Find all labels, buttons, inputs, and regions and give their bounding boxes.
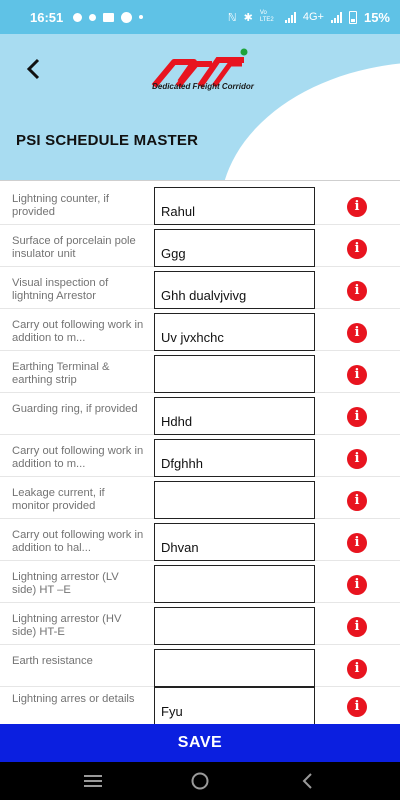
info-icon[interactable]: i [347,239,367,259]
info-icon[interactable]: i [347,533,367,553]
info-icon[interactable]: i [347,659,367,679]
field-label: Lightning arres or details [12,693,135,705]
field-label: Leakage current, if monitor provided [12,487,105,512]
field-input[interactable] [154,355,315,393]
field-label: Earth resistance [12,655,93,667]
save-button[interactable]: SAVE [0,724,400,762]
volte-label: Vo LTE2 [259,10,274,23]
gauge-icon [121,12,132,23]
field-label: Surface of porcelain pole insulator unit [12,235,136,260]
page-title: PSI SCHEDULE MASTER [16,132,199,149]
form-row [0,519,400,561]
app-header [0,34,400,180]
info-icon[interactable]: i [347,491,367,511]
info-icon[interactable]: i [347,407,367,427]
field-input[interactable] [154,313,315,351]
form-row [0,603,400,645]
field-label: Carry out following work in addition to hal... [12,529,144,554]
form-row [0,351,400,393]
nfc-icon: ℕ [227,11,237,24]
field-label: Earthing Terminal & earthing strip [12,361,110,386]
field-input[interactable] [154,523,315,561]
status-time: 16:51 [30,9,64,25]
system-nav-bar [0,762,400,800]
field-label: Carry out following work in addition to m... [12,445,144,470]
recent-apps-button[interactable] [73,766,113,796]
field-input[interactable] [154,649,315,687]
form-row [0,435,400,477]
psi-form-list[interactable] [0,180,400,724]
battery-icon [349,11,357,24]
form-row [0,267,400,309]
battery-percent: 15% [363,9,390,25]
field-input[interactable] [154,397,315,435]
field-input[interactable] [154,565,315,603]
notification-ring-icon [73,13,82,22]
system-icons [228,10,390,25]
signal-2-icon [331,12,342,23]
form-row [0,645,400,687]
field-label: Carry out following work in addition to m... [12,319,144,344]
back-button[interactable] [18,54,48,84]
field-input[interactable] [154,271,315,309]
form-row [0,477,400,519]
signal-icon [285,12,296,23]
field-input[interactable] [154,229,315,267]
info-icon[interactable]: i [347,617,367,637]
info-icon[interactable]: i [347,365,367,385]
field-label: Guarding ring, if provided [12,403,138,415]
info-icon[interactable]: i [347,697,367,717]
field-input[interactable] [154,187,315,225]
field-input[interactable] [154,607,315,645]
form-row [0,393,400,435]
mail-icon [103,13,114,22]
form-row [0,309,400,351]
form-row [0,183,400,225]
info-icon[interactable]: i [347,575,367,595]
bluetooth-icon: ✱ [243,11,253,24]
back-nav-button[interactable] [287,766,327,796]
field-label: Visual inspection of lightning Arrestor [12,277,109,302]
info-icon[interactable]: i [347,449,367,469]
field-label: Lightning counter, if provided [12,193,110,218]
field-label: Lightning arrestor (LV side) HT –E [12,571,119,596]
info-icon[interactable]: i [347,197,367,217]
form-row [0,225,400,267]
status-bar [0,0,400,34]
field-input[interactable] [154,439,315,477]
menu-lines-icon [83,774,103,788]
field-input[interactable] [154,687,315,724]
field-input[interactable] [154,481,315,519]
form-row [0,683,400,724]
logo-caption: Dedicated Freight Corridor [152,82,254,91]
notification-dot-icon [89,14,96,21]
network-type: 4G+ [302,11,324,23]
home-button[interactable] [180,766,220,796]
info-icon[interactable]: i [347,323,367,343]
more-notifications-icon [139,15,143,19]
back-arrow-icon [300,772,314,790]
field-label: Lightning arrestor (HV side) HT-E [12,613,122,638]
home-circle-icon [190,771,210,791]
notification-icons [73,12,143,23]
form-row [0,561,400,603]
info-icon[interactable]: i [347,281,367,301]
chevron-left-icon [25,58,41,80]
